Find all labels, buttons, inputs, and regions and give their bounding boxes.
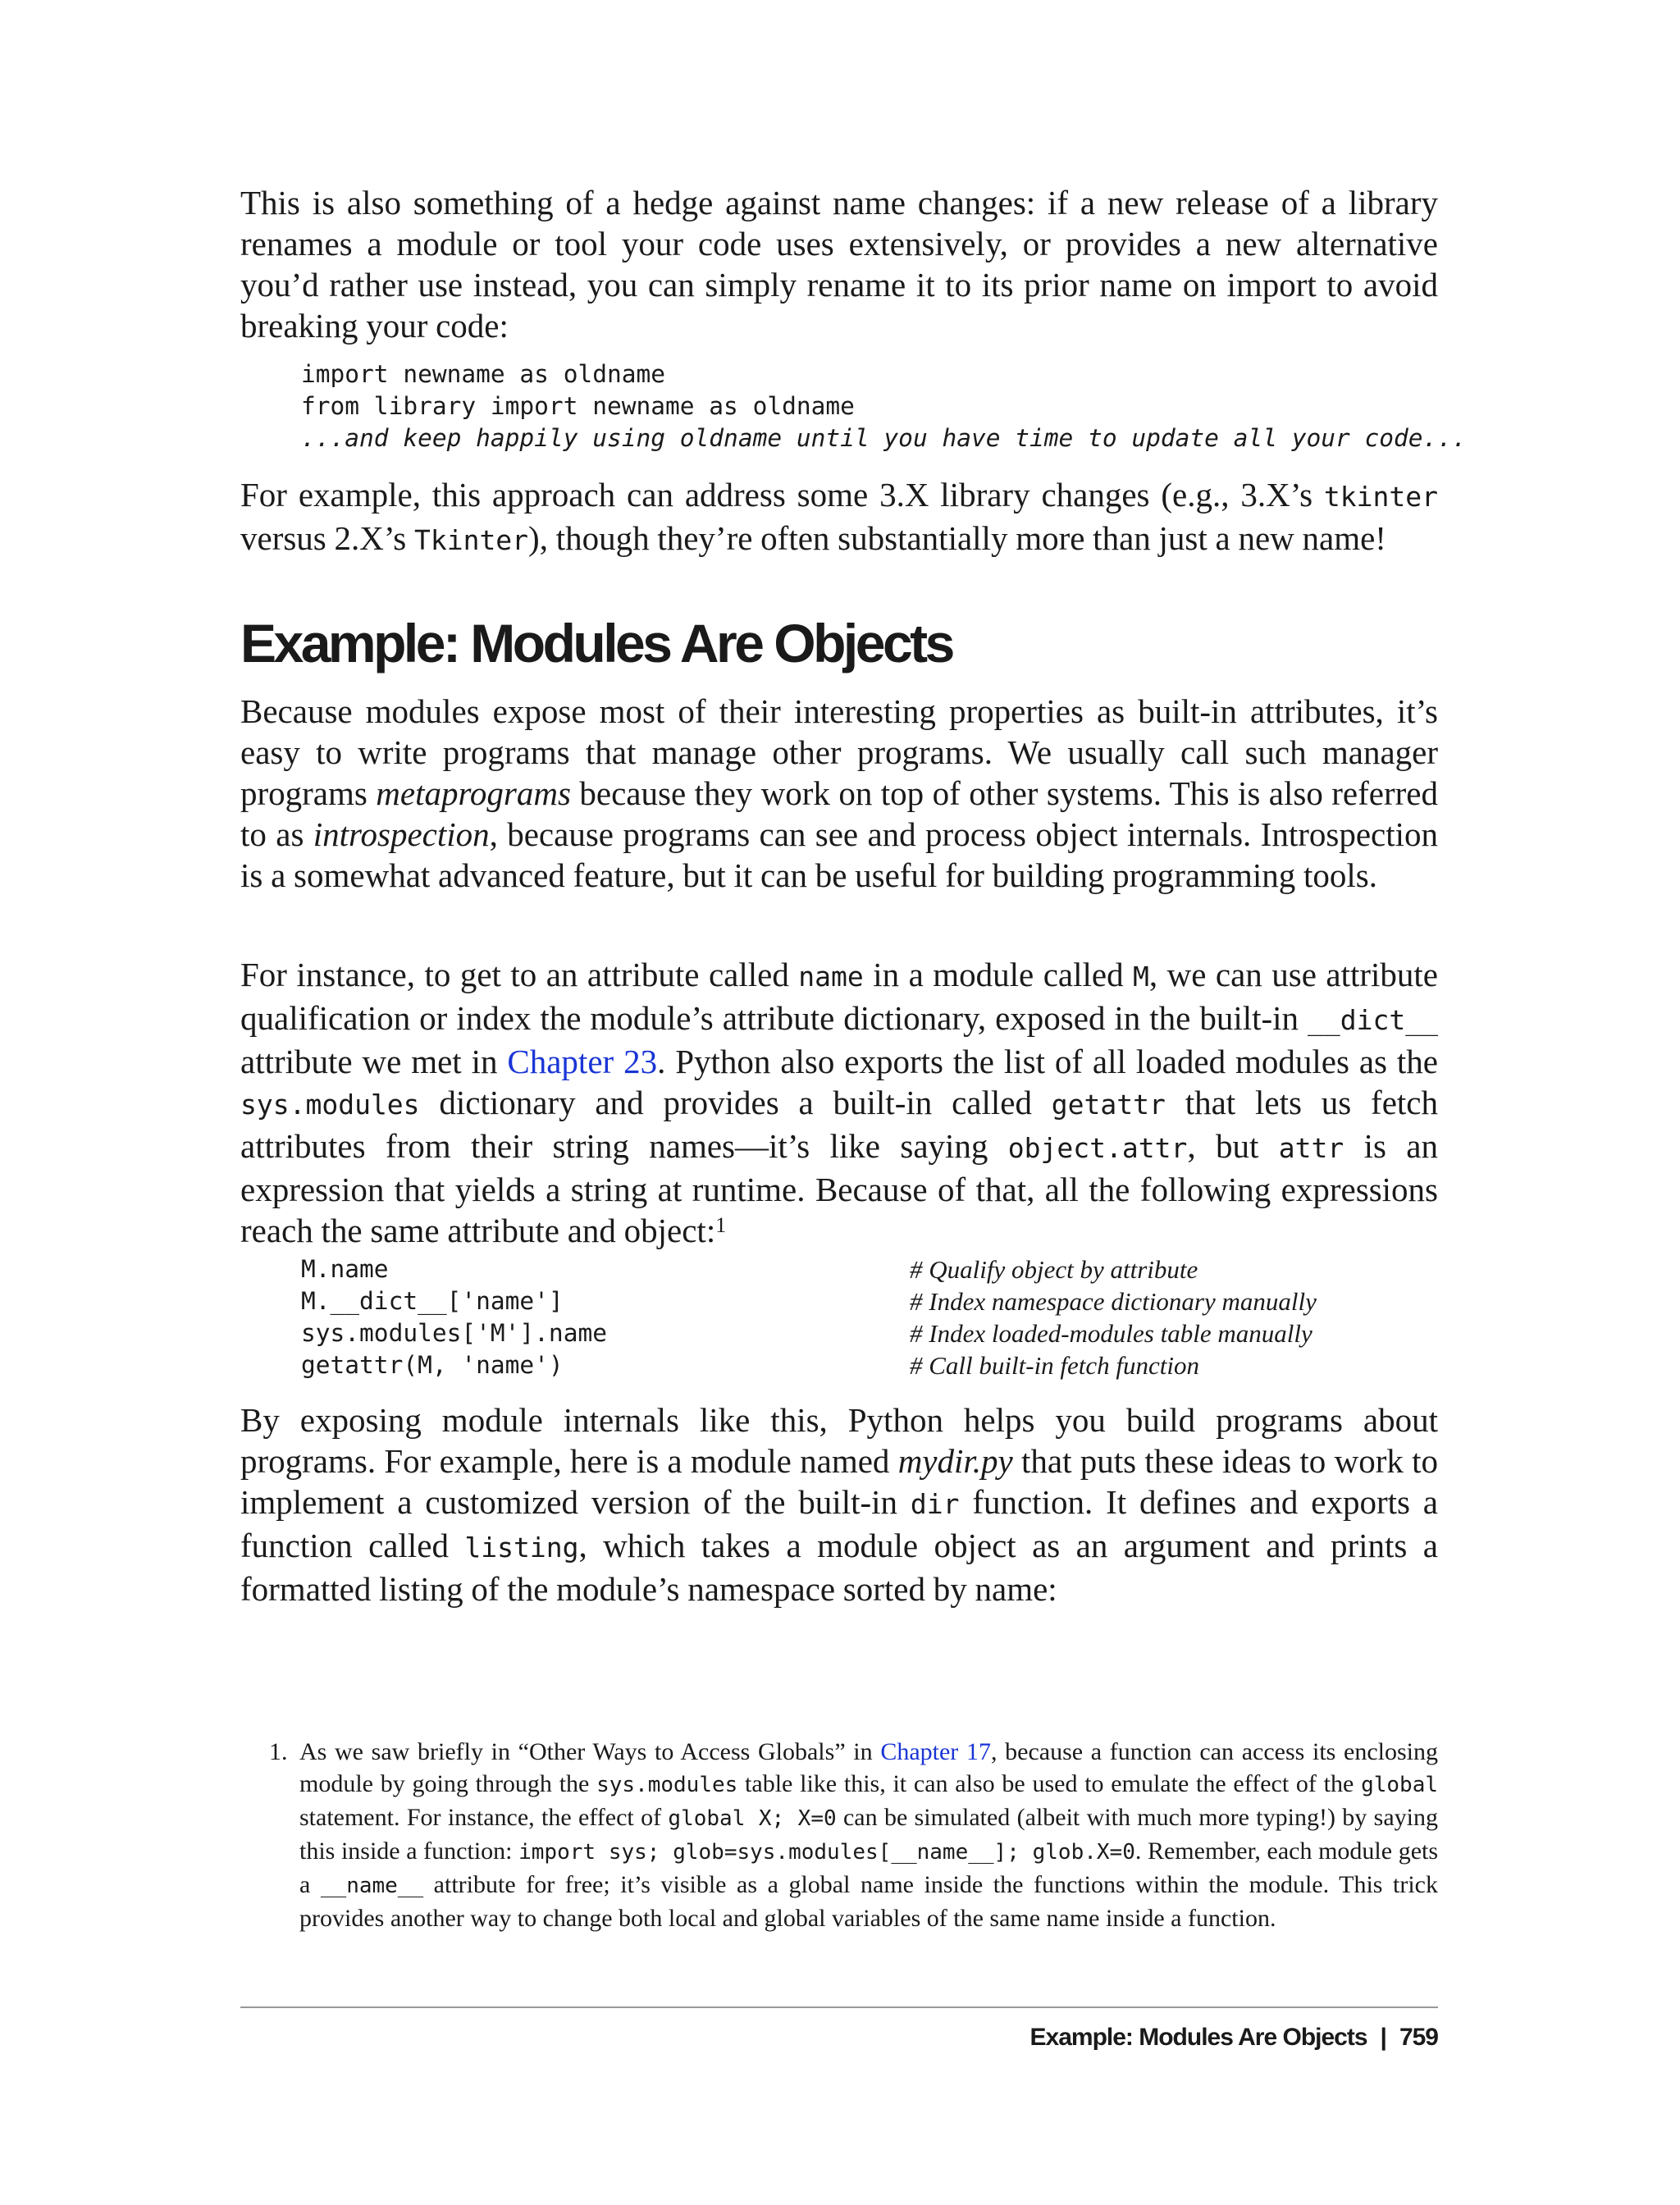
code-comment: # Index namespace dictionary manually (910, 1287, 1317, 1316)
footnote-text: As we saw briefly in “Other Ways to Access Globals” in Chapter 17, because a function can access its enclosing module by going through the sys.modules table like this, it can also be used to emulate the effect of the global statement. For instance, the effect of global X; X=0 can be simulated (albeit with much more typing!) by saying this inside a function: import sys; glob=sys.modules[__name__]; glob.X=0. Remember, each module gets a __name__ attribute for free; it’s visible as a global name inside the functions within the module. This trick provides another way to change both local and global variables of the same name inside a function. (299, 1738, 1439, 1932)
code-row (301, 1285, 1417, 1317)
emphasis: metaprograms (376, 774, 571, 812)
footnote-reference[interactable]: 1 (715, 1213, 727, 1237)
code-expression: M.__dict__['name'] (301, 1287, 564, 1315)
paragraph-name-changes (240, 182, 1438, 346)
code-expression: M.name (301, 1255, 389, 1283)
footnote (269, 1736, 1438, 1934)
code-block-import-as (301, 358, 1499, 454)
footnote-number: 1. (269, 1738, 288, 1765)
paragraph-mydir: By exposing module internals like this, Python helps you build programs about programs. For example, here is a module named mydir.py that puts these ideas to work to implement a customized version of the built-in dir function. It defines and exports a function called listing, which takes a module object as an argument and prints a formatted listing of the module’s namespace sorted by name: (240, 1401, 1439, 1608)
inline-code: sys.modules (240, 1089, 420, 1121)
inline-code: tkinter (1323, 481, 1438, 513)
inline-code: global X; X=0 (668, 1806, 837, 1831)
inline-code: __dict__ (1308, 1004, 1438, 1036)
paragraph-metaprograms: Because modules expose most of their interesting properties as built-in attributes, it’s easy to write programs that manage other programs. We usually call such manager programs metaprograms because they work on top of other systems. This is also referred to as introspection, because programs can see and process object internals. Introspection is a somewhat advanced feature, but it can be useful for building programming tools. (240, 692, 1438, 894)
code-row (301, 1349, 1417, 1381)
code-comment: # Call built-in fetch function (910, 1351, 1200, 1380)
inline-code: sys.modules (596, 1773, 738, 1797)
paragraph-attribute-access: For instance, to get to an attribute called name in a module called M, we can use attribute qualification or index the module’s attribute dictionary, exposed in the built-in __dict__ attribute we met in Chapter 23. Python also exports the list of all loaded modules as the sys.modules dictionary and provides a built-in called getattr that lets us fetch attributes from their string names—it’s like saying object.attr, but attr is an expression that yields a string at runtime. Because of that, all the following expressions reach the same attribute and object:$^1$ (240, 956, 1439, 1249)
code-row (301, 1317, 1417, 1349)
code-comment: # Qualify object by attribute (910, 1255, 1198, 1284)
footer-separator: | (1380, 2024, 1386, 2051)
code-line: ...and keep happily using oldname until you have time to update all your code... (301, 424, 1467, 452)
section-heading-container (240, 610, 1438, 676)
emphasis: introspection (313, 815, 490, 853)
inline-code: global (1361, 1773, 1439, 1797)
code-comment: # Index loaded-modules table manually (910, 1319, 1312, 1348)
code-expression: getattr(M, 'name') (301, 1351, 564, 1379)
chapter-23-link[interactable]: Chapter 23 (507, 1043, 658, 1080)
section-heading: Example: Modules Are Objects (240, 613, 952, 673)
code-row (301, 1253, 1417, 1285)
chapter-17-link[interactable]: Chapter 17 (880, 1738, 991, 1765)
code-line: import newname as oldname (301, 360, 666, 388)
inline-code: getattr (1051, 1089, 1166, 1121)
inline-code: listing (464, 1532, 579, 1564)
inline-code: import sys; glob=sys.modules[__name__]; glob.X=0 (518, 1840, 1135, 1865)
inline-code: object.attr (1007, 1132, 1188, 1164)
code-line: from library import newname as oldname (301, 392, 855, 420)
code-expression: sys.modules['M'].name (301, 1319, 607, 1347)
emphasis: mydir.py (897, 1442, 1013, 1480)
inline-code: attr (1278, 1132, 1344, 1164)
running-footer (1030, 2021, 1438, 2054)
page-number: 759 (1399, 2024, 1438, 2051)
inline-code: M (1133, 961, 1149, 993)
inline-code: dir (910, 1488, 960, 1520)
footer-title: Example: Modules Are Objects (1029, 2024, 1367, 2051)
paragraph-tkinter-example: For example, this approach can address some 3.X library changes (e.g., 3.X’s tkinter versus 2.X’s Tkinter), though they’re often substantially more than just a new name! (240, 476, 1438, 557)
inline-code: __name__ (320, 1874, 424, 1898)
inline-code: name (798, 961, 864, 993)
inline-code: Tkinter (413, 524, 529, 556)
paragraph-text: This is also something of a hedge against name changes: if a new release of a library renames a module or tool your code uses extensively, or provides a new alternative you’d rather use instead, you can simply rename it to its prior name on import to avoid breaking your code: (240, 184, 1438, 345)
footer-divider (240, 2006, 1438, 2008)
code-block-attribute-expressions (301, 1253, 1417, 1381)
